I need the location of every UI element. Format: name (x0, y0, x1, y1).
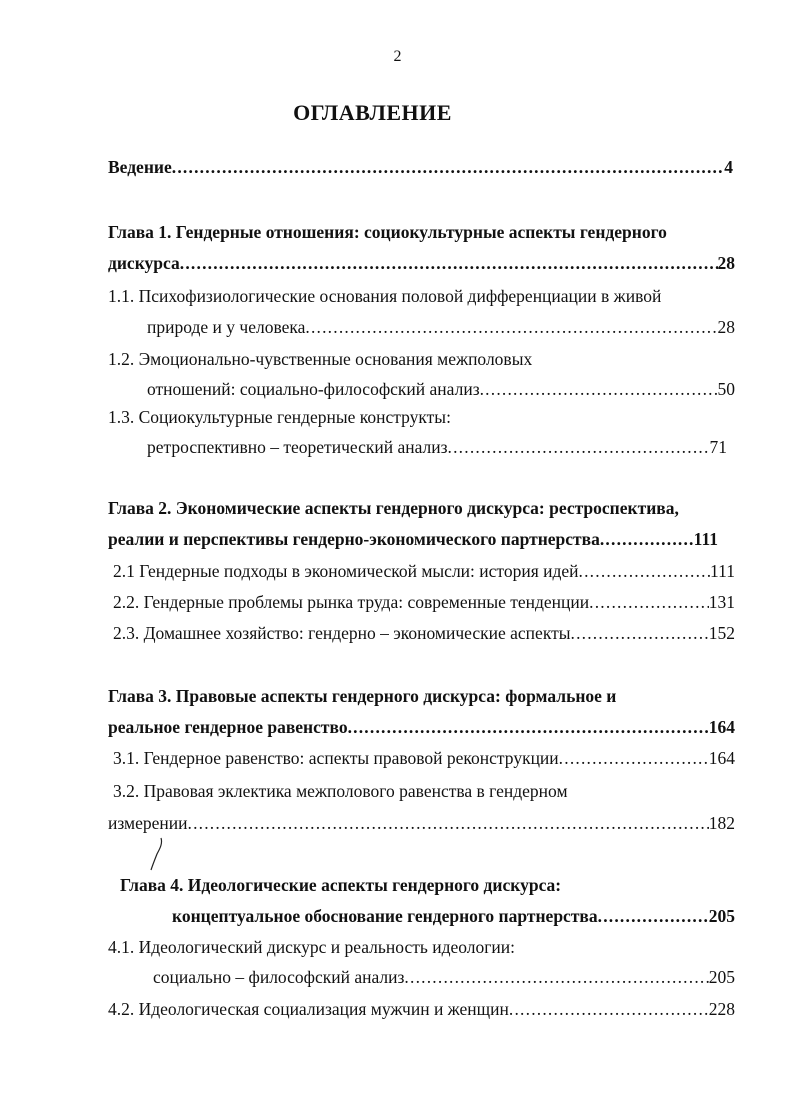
toc-entry-text: 2.2. Гендерные проблемы рынка труда: современные тенденции (113, 592, 590, 612)
toc-entry-page: 164 (708, 748, 735, 768)
section-2-3-entry (113, 620, 735, 646)
toc-entry-text: дискурса (108, 253, 180, 273)
section-3-2-entry (108, 810, 735, 836)
chapter-1-entry (108, 250, 735, 276)
toc-entry-page: 4 (724, 157, 733, 177)
dot-leader (509, 996, 709, 1022)
toc-entry-text: концептуальное обоснование гендерного партнерства (172, 906, 598, 926)
dot-leader (571, 620, 709, 646)
toc-entry-text: реальное гендерное равенство (108, 717, 348, 737)
section-1-3-entry (147, 434, 727, 460)
chapter-4-entry (172, 903, 735, 929)
dot-leader (589, 589, 709, 615)
chapter-2-entry (108, 526, 718, 552)
dot-leader (305, 314, 717, 340)
section-2-2-entry (113, 589, 735, 615)
section-1-1-heading: 1.1. Психофизиологические основания половой дифференциации в живой (108, 286, 662, 306)
dot-leader (188, 810, 709, 836)
toc-entry-intro (108, 154, 733, 180)
chapter-3-entry (108, 714, 735, 740)
chapter-3-heading: Глава 3. Правовые аспекты гендерного дискурса: формальное и (108, 686, 617, 706)
toc-entry-text: социально – философский анализ (153, 967, 405, 987)
toc-entry-page: 131 (708, 592, 735, 612)
page-number: 2 (393, 48, 402, 65)
dot-leader (448, 434, 710, 460)
section-4-1-entry (153, 964, 735, 990)
dot-leader (172, 154, 724, 180)
toc-entry-text: 2.3. Домашнее хозяйство: гендерно – экономические аспекты (113, 623, 571, 643)
toc-entry-text: ретроспективно – теоретический анализ (147, 437, 448, 457)
toc-entry-page: 164 (708, 717, 735, 737)
section-1-1-entry (147, 314, 735, 340)
toc-entry-page: 111 (710, 561, 735, 581)
toc-entry-text: измерении (108, 813, 188, 833)
dot-leader (480, 376, 718, 402)
dot-leader (180, 250, 718, 276)
dot-leader (404, 964, 708, 990)
chapter-1-heading: Глава 1. Гендерные отношения: социокультурные аспекты гендерного (108, 222, 667, 242)
toc-entry-text: 2.1 Гендерные подходы в экономической мысли: история идей (113, 561, 579, 581)
section-1-2-heading: 1.2. Эмоционально-чувственные основания межполовых (108, 349, 533, 369)
dot-leader (348, 714, 709, 740)
toc-entry-page: 152 (708, 623, 735, 643)
section-3-2-heading: 3.2. Правовая эклектика межполового равенства в гендерном (113, 781, 568, 801)
toc-entry-text: природе и у человека (147, 317, 306, 337)
chapter-4-heading: Глава 4. Идеологические аспекты гендерного дискурса: (120, 875, 562, 895)
toc-entry-text: 4.2. Идеологическая социализация мужчин и женщин (108, 999, 509, 1019)
toc-entry-text: реалии и перспективы гендерно-экономического партнерства (108, 529, 600, 549)
toc-entry-text: отношений: социально-философский анализ (147, 379, 480, 399)
toc-entry-page: 182 (708, 813, 735, 833)
toc-entry-text: Ведение (108, 157, 172, 177)
toc-entry-page: 228 (708, 999, 735, 1019)
toc-entry-page: 28 (717, 253, 735, 273)
dot-leader (579, 558, 711, 584)
section-4-2-entry (108, 996, 735, 1022)
toc-entry-page: 205 (708, 906, 735, 926)
pen-mark-icon (145, 836, 169, 872)
toc-entry-page: 28 (717, 317, 735, 337)
dot-leader (600, 526, 694, 552)
toc-entry-text: 3.1. Гендерное равенство: аспекты правовой реконструкции (113, 748, 559, 768)
dot-leader (598, 903, 709, 929)
section-1-3-heading: 1.3. Социокультурные гендерные конструкты: (108, 407, 451, 427)
toc-entry-page: 205 (708, 967, 735, 987)
toc-title: ОГЛАВЛЕНИЕ (293, 100, 452, 125)
section-2-1-entry (113, 558, 735, 584)
section-3-1-entry (113, 745, 735, 771)
toc-entry-page: 71 (709, 437, 727, 457)
dot-leader (559, 745, 709, 771)
chapter-2-heading: Глава 2. Экономические аспекты гендерного дискурса: рестроспектива, (108, 498, 679, 518)
toc-entry-page: 50 (717, 379, 735, 399)
toc-entry-page: 111 (693, 529, 718, 549)
section-1-2-entry (147, 376, 735, 402)
section-4-1-heading: 4.1. Идеологический дискурс и реальность идеологии: (108, 937, 516, 957)
